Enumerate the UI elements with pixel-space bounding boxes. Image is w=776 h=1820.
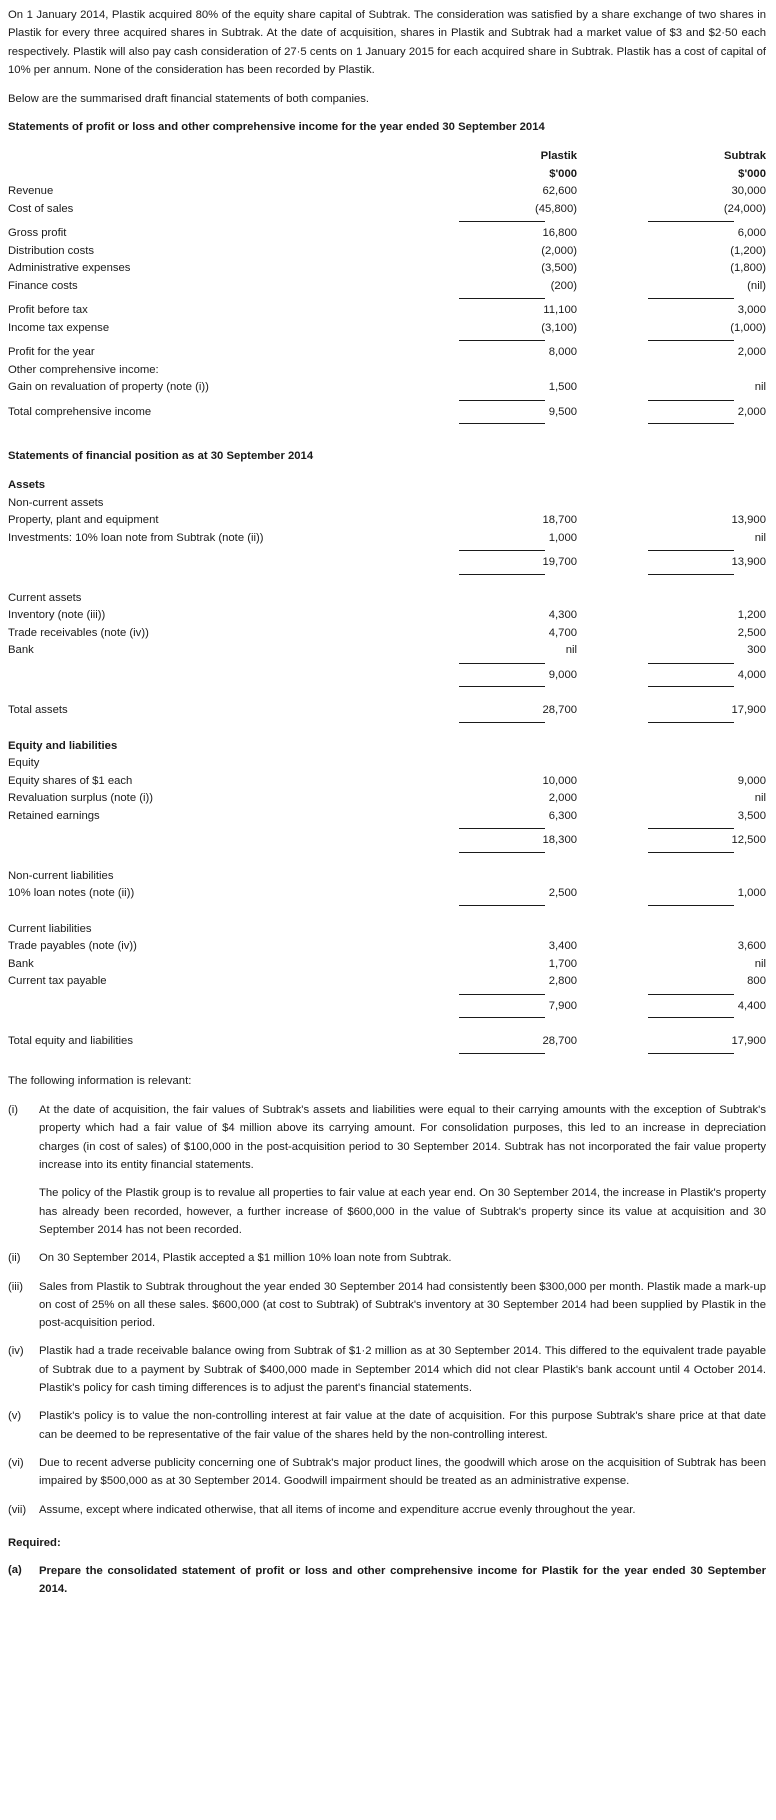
notes-intro: The following information is relevant:: [8, 1074, 192, 1087]
subtotal-rule: [8, 572, 766, 579]
table-row: Revenue 62,600 30,000: [8, 185, 766, 198]
equity-liabilities-heading: Equity and liabilities: [8, 739, 118, 752]
note-marker: (i): [8, 1104, 19, 1117]
assets-heading: Assets: [8, 479, 46, 492]
col-header-subtrak: Subtrak: [723, 150, 766, 163]
lead-in-text: Below are the summarised draft financial statements of both companies.: [8, 93, 370, 106]
note-text: Plastik's policy is to value the non-controlling interest at fair value at the date of acquisition. For this purpose Subtrak's share price at that date can be deemed to be representative of the fair value of the shares held by the non-controlling interest.: [39, 1410, 766, 1441]
table-row: Cost of sales (45,800) (24,000): [8, 202, 766, 215]
total-rule: [8, 1051, 766, 1058]
subtotal-rule: [8, 660, 766, 667]
subtotal-rule: [8, 825, 766, 832]
table-row: Trade receivables (note (iv)) 4,700 2,500: [8, 626, 766, 639]
table-row: Inventory (note (iii)) 4,300 1,200: [8, 609, 766, 622]
table-row: Property, plant and equipment 18,700 13,900: [8, 514, 766, 527]
current-assets-heading: Current assets: [8, 591, 82, 604]
subtotal-rule: [8, 1015, 766, 1022]
subtotal-rule: [8, 397, 766, 404]
table-unit-row: [8, 166, 766, 184]
table-row: Administrative expenses (3,500) (1,800): [8, 262, 766, 275]
table-row: 18,300 12,500: [542, 834, 766, 847]
noncurrent-assets-heading: Non-current assets: [8, 496, 104, 509]
table-row: 19,700 13,900: [542, 556, 766, 569]
table-row: Bank 1,700 nil: [8, 957, 766, 970]
table-row: 10% loan notes (note (ii)) 2,500 1,000: [8, 887, 766, 900]
note-marker: (v): [8, 1410, 22, 1423]
subtotal-rule: [8, 337, 766, 344]
table-row: Gain on revaluation of property (note (i)) 1,500 nil: [8, 381, 766, 394]
total-rule: [8, 720, 766, 727]
table-row: Revaluation surplus (note (i)) 2,000 nil: [8, 792, 766, 805]
note-text: Due to recent adverse publicity concerning one of Subtrak's major product lines, the goodwill which arose on the acquisition of Subtrak has been impaired by $500,000 as at 30 September 2014. Goodwill impairment should be treated as an administrative expense.: [39, 1456, 766, 1488]
note-marker: (iv): [8, 1345, 24, 1358]
subtotal-rule: [8, 547, 766, 554]
note-item: [8, 1501, 766, 1519]
table-row: Equity shares of $1 each 10,000 9,000: [8, 774, 766, 787]
note-text: Sales from Plastik to Subtrak throughout the year ended 30 September 2014 had consistently been $300,000 per month. Plastik made a mark-up on cost of 25% on all these sales. $600,000 (at cost to Subtrak) of Subtrak's inventory at 30 September 2014 had been supplied by Plastik in the post-acquisition period.: [39, 1280, 766, 1330]
subtotal-rule: [8, 903, 766, 910]
note-marker: (ii): [8, 1252, 21, 1265]
note-marker: (vii): [8, 1503, 27, 1516]
equity-heading-row: [8, 755, 766, 773]
subtotal-rule: [8, 295, 766, 302]
intro-paragraph: On 1 January 2014, Plastik acquired 80% of the equity share capital of Subtrak. The consideration was satisfied by a share exchange of two shares in Plastik for every three acquired shares in Subtrak. At the date of acquisition, shares in Plastik and Subtrak had a market value of $3 and $2·50 each respectively. Plastik will also pay cash consideration of 27·5 cents on 1 January 2015 for each acquired share in Subtrak. Plastik has a cost of capital of 10% per annum. None of the consideration has been recorded by Plastik.: [8, 9, 766, 76]
required-text: Prepare the consolidated statement of profit or loss and other comprehensive income for Plastik for the year ended 30 September 2014.: [39, 1564, 766, 1596]
current-liabilities-heading-row: [8, 921, 766, 939]
subtotal-rule: [8, 684, 766, 691]
table-header-row: [8, 148, 766, 166]
table-row: Other comprehensive income:: [8, 363, 159, 376]
table-row: Total assets 28,700 17,900: [8, 704, 766, 717]
table-row: Total equity and liabilities 28,700 17,900: [8, 1035, 766, 1048]
table-row: Total comprehensive income 9,500 2,000: [8, 405, 766, 418]
note-item: [8, 1101, 766, 1239]
note-item: [8, 1454, 766, 1491]
note-marker: (iii): [8, 1280, 24, 1293]
equity-liabilities-heading-row: [8, 738, 766, 756]
note-marker: (vi): [8, 1456, 24, 1469]
noncurrent-liabilities-heading-row: [8, 868, 766, 886]
table-row: Retained earnings 6,300 3,500: [8, 809, 766, 822]
total-rule: [8, 421, 766, 428]
note-text: Assume, except where indicated otherwise, that all items of income and expenditure accrue evenly throughout the year.: [39, 1503, 636, 1516]
subtotal-rule: [8, 850, 766, 857]
table-row: Income tax expense (3,100) (1,000): [8, 321, 766, 334]
note-item: [8, 1249, 766, 1267]
col-unit-plastik: $'000: [549, 167, 578, 180]
table-row: Profit before tax 11,100 3,000: [8, 304, 766, 317]
fp-statement-title: Statements of financial position as at 30 September 2014: [8, 450, 314, 463]
notes-list: [8, 1101, 766, 1519]
pl-statement-title: Statements of profit or loss and other comprehensive income for the year ended 30 September 2014: [8, 121, 545, 134]
table-row: Distribution costs (2,000) (1,200): [8, 244, 766, 257]
table-row: Finance costs (200) (nil): [8, 279, 766, 292]
col-unit-subtrak: $'000: [738, 167, 766, 180]
financial-position-table: [8, 477, 766, 1058]
subtotal-rule: [8, 991, 766, 998]
note-text: At the date of acquisition, the fair values of Subtrak's assets and liabilities were equal to their carrying amounts with the exception of Subtrak's property which had a fair value of $4 million above its carrying amount. For consolidation purposes, this led to an increase in depreciation charges (in cost of sales) of $100,000 in the post-acquisition period to 30 September 2014. Subtrak has not incorporated the fair value property increase into its entity financial statements. The policy of the Plastik group is to revalue all properties to fair value at each year end. On 30 September 2014, the increase in Plastik's property has already been recorded, however, a further increase of $600,000 in the value of Subtrak's property since its value at acquisition and 30 September 2014 has not been recorded.: [39, 1104, 766, 1236]
note-item: [8, 1407, 766, 1444]
note-text: Plastik had a trade receivable balance owing from Subtrak of $1·2 million as at 30 September 2014. This differed to the equivalent trade payable of Subtrak due to a payment by Subtrak of $400,000 made in September 2014 which did not clear Plastik's bank account until 4 October 2014. Plastik's policy for cash timing differences is to adjust the parent's financial statements.: [39, 1345, 766, 1395]
col-header-plastik: Plastik: [540, 150, 578, 163]
noncurrent-liabilities-heading: Non-current liabilities: [8, 869, 114, 882]
note-item: [8, 1342, 766, 1397]
table-row: Profit for the year 8,000 2,000: [8, 346, 766, 359]
note-text: On 30 September 2014, Plastik accepted a $1 million 10% loan note from Subtrak.: [39, 1252, 452, 1265]
profit-loss-table: [8, 148, 766, 428]
current-liabilities-heading: Current liabilities: [8, 922, 92, 935]
table-row: Gross profit 16,800 6,000: [8, 227, 766, 240]
subtotal-rule: [8, 218, 766, 225]
table-row: Trade payables (note (iv)) 3,400 3,600: [8, 940, 766, 953]
table-row: 7,900 4,400: [548, 999, 766, 1012]
table-row: Current tax payable 2,800 800: [8, 975, 766, 988]
required-heading: Required:: [8, 1536, 61, 1549]
assets-heading-row: [8, 477, 766, 495]
table-row: Investments: 10% loan note from Subtrak (note (ii)) 1,000 nil: [8, 531, 766, 544]
table-row: 9,000 4,000: [548, 668, 766, 681]
current-assets-heading-row: [8, 590, 766, 608]
required-marker: (a): [8, 1563, 22, 1576]
equity-heading: Equity: [8, 757, 40, 770]
note-item: [8, 1278, 766, 1333]
table-row: Bank nil 300: [8, 644, 766, 657]
required-item: [8, 1562, 766, 1599]
noncurrent-assets-heading-row: [8, 495, 766, 513]
